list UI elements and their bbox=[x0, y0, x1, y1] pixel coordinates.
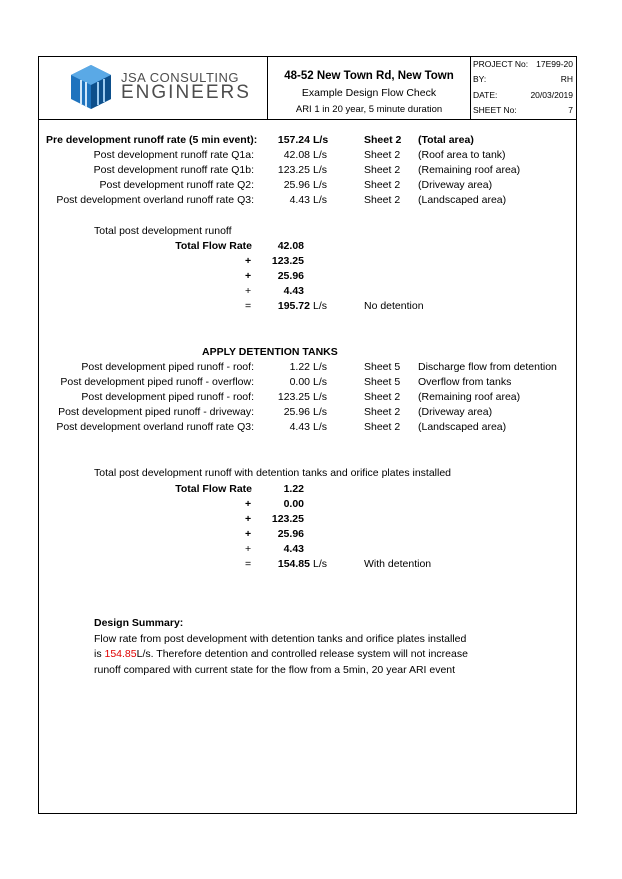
calc-unit: L/s bbox=[313, 194, 328, 206]
meta-value: 7 bbox=[568, 105, 573, 115]
meta-key: DATE: bbox=[473, 90, 498, 100]
meta-key: SHEET No: bbox=[473, 105, 517, 115]
sum-value: 123.25 bbox=[271, 513, 304, 525]
calc-unit: L/s bbox=[313, 149, 328, 161]
calc-label: Post development runoff rate Q1a: bbox=[93, 149, 254, 161]
sum-value: 42.08 bbox=[277, 240, 304, 252]
logo-line2: ENGINEERS bbox=[121, 82, 251, 103]
project-meta bbox=[471, 57, 576, 119]
sum-operator: + bbox=[245, 528, 252, 540]
sum-operator: + bbox=[245, 285, 252, 297]
total-flow-label: Total Flow Rate bbox=[175, 240, 252, 252]
calc-unit: L/s bbox=[313, 300, 328, 312]
sum-total: 154.85 bbox=[277, 558, 310, 570]
logo-line1: JSA CONSULTING bbox=[121, 70, 240, 85]
calc-label: Pre development runoff rate (5 min event): bbox=[46, 134, 258, 146]
meta-value: 17E99-20 bbox=[536, 59, 573, 69]
calc-value: 4.43 bbox=[289, 194, 310, 206]
project-title-cell bbox=[268, 57, 471, 119]
sheet-ref: Sheet 2 bbox=[364, 179, 401, 191]
storm-event: ARI 1 in 20 year, 5 minute duration bbox=[295, 104, 443, 115]
total-flow-label: Total Flow Rate bbox=[175, 483, 252, 495]
calc-value: 0.00 bbox=[289, 376, 310, 388]
meta-row bbox=[473, 88, 573, 103]
calc-note: (Total area) bbox=[418, 134, 474, 146]
calc-label: Post development overland runoff rate Q3: bbox=[56, 194, 254, 206]
calc-note: (Landscaped area) bbox=[418, 421, 507, 433]
sheet-ref: Sheet 2 bbox=[364, 164, 401, 176]
sheet-ref: Sheet 2 bbox=[364, 391, 401, 403]
calc-label: Post development runoff rate Q1b: bbox=[93, 164, 254, 176]
calc-unit: L/s bbox=[313, 164, 328, 176]
calc-label: Post development piped runoff - roof: bbox=[81, 361, 254, 373]
calc-value: 4.43 bbox=[289, 421, 310, 433]
sheet-ref: Sheet 2 bbox=[364, 194, 401, 206]
calc-note: With detention bbox=[364, 558, 432, 570]
calc-unit: L/s bbox=[313, 179, 328, 191]
sheet-ref: Sheet 2 bbox=[364, 149, 401, 161]
company-logo bbox=[39, 57, 268, 119]
calc-value: 123.25 bbox=[277, 391, 310, 403]
meta-row bbox=[473, 72, 573, 87]
meta-key: PROJECT No: bbox=[473, 59, 529, 69]
calc-unit: L/s bbox=[313, 361, 328, 373]
sum-operator: = bbox=[245, 300, 252, 312]
sum-operator: + bbox=[245, 543, 252, 555]
title-block bbox=[39, 57, 576, 120]
calc-note: Overflow from tanks bbox=[418, 376, 512, 388]
calc-value: 42.08 bbox=[283, 149, 310, 161]
sheet-ref: Sheet 2 bbox=[364, 421, 401, 433]
sum-operator: + bbox=[245, 513, 252, 525]
summary-text bbox=[94, 632, 474, 679]
calc-unit: L/s bbox=[313, 391, 328, 403]
summary-text-start: Flow rate from post development with detention tanks and orifice plates installed is bbox=[94, 632, 467, 660]
total-heading: Total post development runoff bbox=[94, 225, 232, 237]
sum-operator: + bbox=[245, 255, 252, 267]
summary-heading: Design Summary: bbox=[94, 617, 184, 629]
calc-label: Post development piped runoff - driveway: bbox=[58, 406, 254, 418]
meta-value: 20/03/2019 bbox=[530, 90, 573, 100]
sum-operator: = bbox=[245, 558, 252, 570]
design-summary bbox=[94, 616, 474, 678]
calc-note: (Driveway area) bbox=[418, 179, 493, 191]
meta-row bbox=[473, 57, 573, 72]
summary-text-end: L/s. Therefore detention and controlled release system will not increase runoff compared with current state for the flow from a 5min, 20 year ARI event bbox=[94, 648, 468, 676]
sum-value: 123.25 bbox=[271, 255, 304, 267]
sum-value: 1.22 bbox=[283, 483, 304, 495]
calc-value: 25.96 bbox=[283, 406, 310, 418]
sum-value: 0.00 bbox=[283, 498, 304, 510]
calc-label: Post development piped runoff - roof: bbox=[81, 391, 254, 403]
meta-key: BY: bbox=[473, 74, 487, 84]
document-subtitle: Example Design Flow Check bbox=[301, 87, 437, 99]
total-heading: Total post development runoff with detention tanks and orifice plates installed bbox=[94, 467, 452, 479]
calc-note: Discharge flow from detention bbox=[418, 361, 557, 373]
sum-value: 4.43 bbox=[283, 285, 304, 297]
sum-value: 25.96 bbox=[277, 270, 304, 282]
calc-value: 25.96 bbox=[283, 179, 310, 191]
calc-label: Post development runoff rate Q2: bbox=[99, 179, 254, 191]
sheet-ref: Sheet 5 bbox=[364, 376, 401, 388]
project-title: 48-52 New Town Rd, New Town bbox=[284, 70, 454, 82]
meta-row bbox=[473, 103, 573, 118]
calc-note: (Remaining roof area) bbox=[418, 164, 521, 176]
sheet-ref: Sheet 2 bbox=[364, 406, 401, 418]
calc-value: 157.24 bbox=[277, 134, 310, 146]
calc-unit: L/s bbox=[313, 376, 328, 388]
calc-note: No detention bbox=[364, 300, 424, 312]
cube-logo-icon bbox=[65, 61, 117, 113]
calc-note: (Remaining roof area) bbox=[418, 391, 521, 403]
sum-value: 25.96 bbox=[277, 528, 304, 540]
calc-note: (Roof area to tank) bbox=[418, 149, 506, 161]
calc-value: 123.25 bbox=[277, 164, 310, 176]
calc-unit: L/s bbox=[313, 421, 328, 433]
calc-label: Post development overland runoff rate Q3: bbox=[56, 421, 254, 433]
calc-unit: L/s bbox=[313, 558, 328, 570]
sheet-ref: Sheet 5 bbox=[364, 361, 401, 373]
calc-note: (Driveway area) bbox=[418, 406, 493, 418]
sum-operator: + bbox=[245, 498, 252, 510]
section-heading: APPLY DETENTION TANKS bbox=[202, 346, 338, 358]
sum-operator: + bbox=[245, 270, 252, 282]
calc-unit: L/s bbox=[313, 406, 328, 418]
calc-label: Post development piped runoff - overflow: bbox=[60, 376, 254, 388]
calc-value: 1.22 bbox=[289, 361, 310, 373]
sum-total: 195.72 bbox=[277, 300, 310, 312]
sum-value: 4.43 bbox=[283, 543, 304, 555]
calc-unit: L/s bbox=[313, 134, 329, 146]
sheet-ref: Sheet 2 bbox=[364, 134, 402, 146]
summary-highlight-value: 154.85 bbox=[104, 648, 137, 660]
calc-note: (Landscaped area) bbox=[418, 194, 507, 206]
meta-value: RH bbox=[560, 74, 573, 84]
